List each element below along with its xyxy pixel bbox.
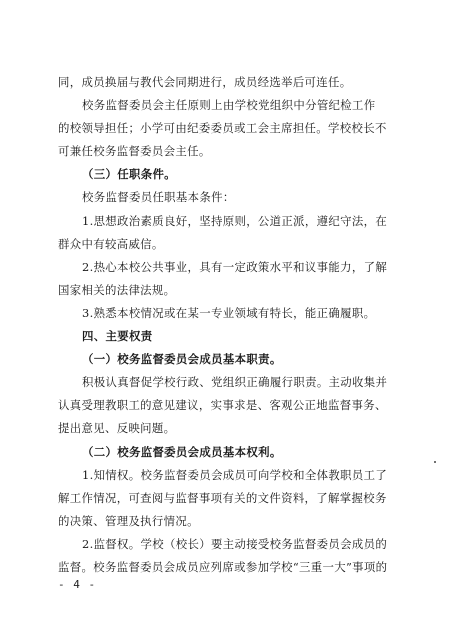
paragraph-line: 可兼任校务监督委员会主任。	[58, 144, 211, 159]
list-item-line: 1.知情权。校务监督委员会成员可向学校和全体教职员工了	[82, 467, 388, 482]
section-heading-responsibilities: 四、主要权责	[82, 329, 153, 344]
section-heading-qualifications: （三）任职条件。	[82, 167, 176, 182]
paragraph-line: 认真受理教职工的意见建议，实事求是、客观公正地监督事务、	[58, 398, 387, 413]
list-item-line: 2.热心本校公共事业，具有一定政策水平和议事能力，了解	[82, 259, 388, 274]
subsection-heading-duties: （一）校务监督委员会成员基本职责。	[82, 352, 282, 367]
paragraph-line: 校务监督委员任职基本条件：	[82, 190, 235, 205]
list-item-line: 解工作情况，可查阅与监督事项有关的文件资料，了解掌握校务	[58, 490, 387, 505]
paragraph-line: 积极认真督促学校行政、党组织正确履行职责。主动收集并	[82, 375, 388, 390]
paragraph-line: 同，成员换届与教代会同期进行，成员经选举后可连任。	[58, 75, 352, 89]
document-body	[58, 71, 398, 579]
paragraph-line: 校务监督委员会主任原则上由学校党组织中分管纪检工作	[82, 98, 376, 113]
list-item-line: 1.思想政治素质良好，坚持原则，公道正派，遵纪守法，在	[82, 213, 388, 228]
page-number: - 4 -	[58, 578, 97, 591]
list-item-line: 的决策、管理及执行情况。	[58, 513, 199, 528]
list-item-line: 群众中有较高威信。	[58, 236, 164, 251]
list-item-line: 监督。校务监督委员会成员应列席或参加学校“三重一大”事项的	[58, 559, 388, 574]
list-item-line: 国家相关的法律法规。	[58, 282, 176, 297]
list-item-line: 2.监督权。学校（校长）要主动接受校务监督委员会成员的	[82, 536, 388, 551]
paragraph-line: 的校领导担任；小学可由纪委委员或工会主席担任。学校校长不	[58, 121, 387, 136]
subsection-heading-rights: （二）校务监督委员会成员基本权利。	[82, 444, 282, 459]
list-item-line: 3.熟悉本校情况或在某一专业领域有特长，能正确履职。	[82, 305, 376, 320]
paragraph-line: 提出意见、反映问题。	[58, 421, 176, 436]
scan-speck	[434, 461, 436, 463]
